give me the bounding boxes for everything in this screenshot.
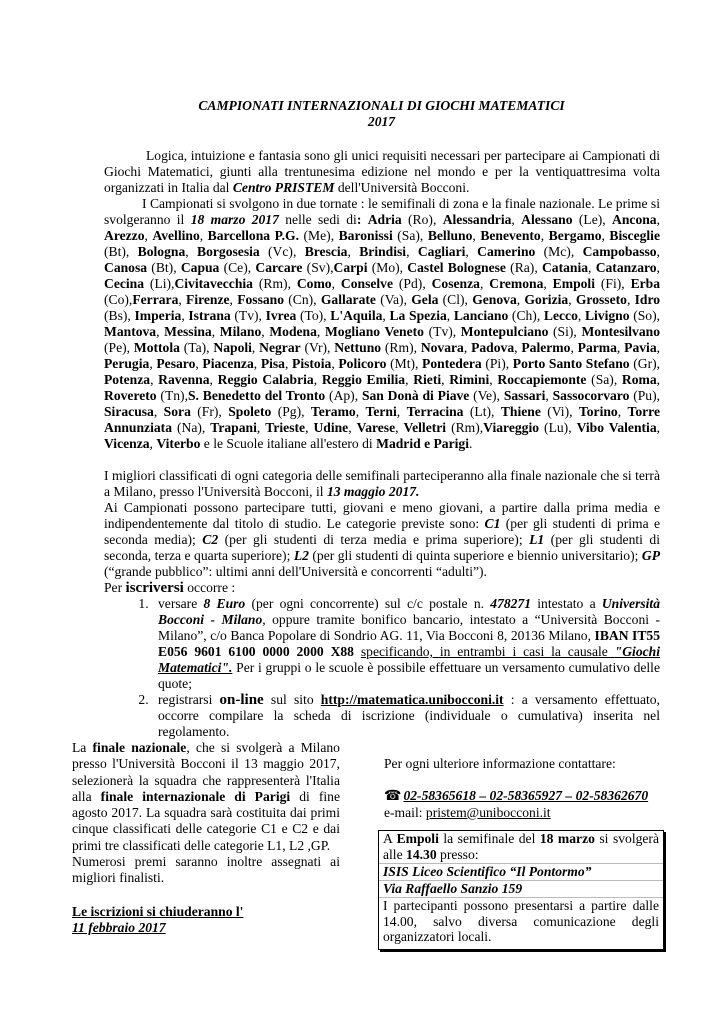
contacts-column [384,756,661,821]
final-info-column [72,740,340,936]
phone-numbers: ☎ 02-58365618 – 02-58365927 – 02-58362670 [384,788,649,804]
prizes-paragraph: Numerosi premi saranno inoltre assegnati ai migliori finalisti. [72,854,340,886]
registration-step-online: 2. registrarsi on-line sul sito http://matematica.unibocconi.it : a versamento effettuato, occorre compilare la scheda di iscrizione (individuale o cumulativa) inserita nel regolamento. [152,692,660,740]
final-info-paragraph: La finale nazionale, che si svolgerà a Milano presso l'Università Bocconi il 13 maggio 2017, selezionerà la squadra che rappresenterà l'Italia alla finale internazionale di Parigi di fine agosto 2017. La squadra sarà costituita dai primi cinque classificati delle categorie C1 e C2 e dai primi tre classificati delle categorie L1, L2 ,GP. [72,740,340,853]
registration-step-payment: 1. versare 8 Euro (per ogni concorrente) sul c/c postale n. 478271 intestato a Università Bocconi - Milano, oppure tramite bonifico bancario, intestato a “Università Bocconi - Milano”, c/o Banca Popolare di Sondrio AG. 11, Via Bocconi 8, 20136 Milano, IBAN IT55 E056 9601 6100 0000 2000 X88 specificando, in entrambi i casi la causale "Giochi Matematici". Per i gruppi o le scuole è possibile effettuare un versamento cumulativo delle quote; [152,596,660,692]
title-line-1: CAMPIONATI INTERNAZIONALI DI GIOCHI MATEMATICI [198,98,565,113]
email-line: e-mail: pristem@unibocconi.it [384,805,551,820]
registration-label: Per iscriversi occorre : [104,580,236,596]
empoli-note: I partecipanti possono presentarsi a partire dalle 14.00, salvo diversa comunicazione degli organizzatori locali. [383,897,659,945]
cities-list: Adria (Ro), Alessandria, Alessano (Le), Ancona, Arezzo, Avellino, Barcellona P.G. (Me), Baronissi (Sa), Belluno, Benevento, Bergamo, Bisceglie (Bt), Bologna, Borgosesia (Vc), Brescia, Brindisi, Cagliari, Camerino (Mc), Campobasso, Canosa (Bt), Capua (Ce), Carcare (Sv),Carpi (Mo), Castel Bolognese (Ra), Catania, Catanzaro, Cecina (Li),Civitavecchia (Rm), Como, Conselve (Pd), Cosenza, Cremona, Empoli (Fi), Erba (Co),Ferrara, Firenze, Fossano (Cn), Gallarate (Va), Gela (Cl), Genova, Gorizia, Grosseto, Idro (Bs), Imperia, Istrana (Tv), Ivrea (To), L'Aquila, La Spezia, Lanciano (Ch), Lecco, Livigno (So), Mantova, Messina, Milano, Modena, Mogliano Veneto (Tv), Montepulciano (Si), Montesilvano (Pe), Mottola (Ta), Napoli, Negrar (Vr), Nettuno (Rm), Novara, Padova, Palermo, Parma, Pavia, Perugia, Pesaro, Piacenza, Pisa, Pistoia, Policoro (Mt), Pontedera (Pi), Porto Santo Stefano (Gr), Potenza, Ravenna, Reggio Calabria, Reggio Emilia, Rieti, Rimini, Roccapiemonte (Sa), Roma, Rovereto (Tn),S. Benedetto del Tronto (Ap), San Donà di Piave (Ve), Sassari, Sassocorvaro (Pu), Siracusa, Sora (Fr), Spoleto (Pg), Teramo, Terni, Terracina (Lt), Thiene (Vi), Torino, Torre Annunziata (Na), Trapani, Trieste, Udine, Varese, Velletri (Rm),Viareggio (Lu), Vibo Valentia, Vicenza, Viterbo e le Scuole italiane all'estero di Madrid e Parigi. [104,212,661,451]
empoli-school: ISIS Liceo Scientifico “Il Pontormo” [379,864,663,881]
registration-steps [104,596,660,740]
finals-paragraph: I migliori classificati di ogni categoria delle semifinali parteciperanno alla finale nazionale che si terrà a Milano, presso l'Università Bocconi, il 13 maggio 2017. [104,468,660,499]
telephone-icon: ☎ [384,789,402,804]
semifinals-paragraph: I Campionati si svolgono in due tornate : le semifinali di zona e la finale nazionale. Le prime si svolgeranno il 18 marzo 2017 nelle sedi di: Adria (Ro), Alessandria, Alessano (Le), Ancona, Arezzo, Avellino, Barcellona P.G. (Me), Baronissi (Sa), Belluno, Benevento, Bergamo, Bisceglie (Bt), Bologna, Borgosesia (Vc), Brescia, Brindisi, Cagliari, Camerino (Mc), Campobasso, Canosa (Bt), Capua (Ce), Carcare (Sv),Carpi (Mo), Castel Bolognese (Ra), Catania, Catanzaro, Cecina (Li),Civitavecchia (Rm), Como, Conselve (Pd), Cosenza, Cremona, Empoli (Fi), Erba (Co),Ferrara, Firenze, Fossano (Cn), Gallarate (Va), Gela (Cl), Genova, Gorizia, Grosseto, Idro (Bs), Imperia, Istrana (Tv), Ivrea (To), L'Aquila, La Spezia, Lanciano (Ch), Lecco, Livigno (So), Mantova, Messina, Milano, Modena, Mogliano Veneto (Tv), Montepulciano (Si), Montesilvano (Pe), Mottola (Ta), Napoli, Negrar (Vr), Nettuno (Rm), Novara, Padova, Palermo, Parma, Pavia, Perugia, Pesaro, Piacenza, Pisa, Pistoia, Policoro (Mt), Pontedera (Pi), Porto Santo Stefano (Gr), Potenza, Ravenna, Reggio Calabria, Reggio Emilia, Rieti, Rimini, Roccapiemonte (Sa), Roma, Rovereto (Tn),S. Benedetto del Tronto (Ap), San Donà di Piave (Ve), Sassari, Sassocorvaro (Pu), Siracusa, Sora (Fr), Spoleto (Pg), Teramo, Terni, Terracina (Lt), Thiene (Vi), Torino, Torre Annunziata (Na), Trapani, Trieste, Udine, Varese, Velletri (Rm),Viareggio (Lu), Vibo Valentia, Vicenza, Viterbo e le Scuole italiane all'estero di Madrid e Parigi. [104,196,661,451]
empoli-info-box [378,830,664,950]
semifinal-date: 18 marzo 2017 [190,212,279,227]
deadline-line-1: Le iscrizioni si chiuderanno l' [72,903,244,919]
document-title [104,98,659,130]
pristem-name: Centro PRISTEM [232,180,335,195]
intro-paragraph: Logica, intuizione e fantasia sono gli unici requisiti necessari per partecipare ai Campionati di Giochi Matematici, giunti alla trentunesima edizione nel mondo e per la ventiquattresima volta organizzati in Italia dal Centro PRISTEM dell'Università Bocconi. [104,148,660,195]
empoli-semifinal-line: A Empoli la semifinale del 18 marzo si svolgerà alle 14.30 presso: [379,831,663,864]
main-text [104,148,660,740]
contacts-heading: Per ogni ulteriore informazione contattare: [384,756,616,771]
deadline-line-2: 11 febbraio 2017 [72,919,166,935]
categories-paragraph: Ai Campionati possono partecipare tutti, giovani e meno giovani, a partire dalla prima media e indipendentemente dal titolo di studio. Le categorie previste sono: C1 (per gli studenti di prima e seconda media); C2 (per gli studenti di terza media e prima superiore); L1 (per gli studenti di seconda, terza e quarta superiore); L2 (per gli studenti di quinta superiore e biennio universitario); GP (“grande pubblico”: ultimi anni dell'Università e concorrenti “adulti”). [104,500,660,579]
empoli-address: Via Raffaello Sanzio 159 [379,881,663,898]
title-line-2: 2017 [367,114,396,129]
email-link[interactable]: pristem@unibocconi.it [425,805,551,820]
final-date: 13 maggio 2017. [326,484,420,499]
